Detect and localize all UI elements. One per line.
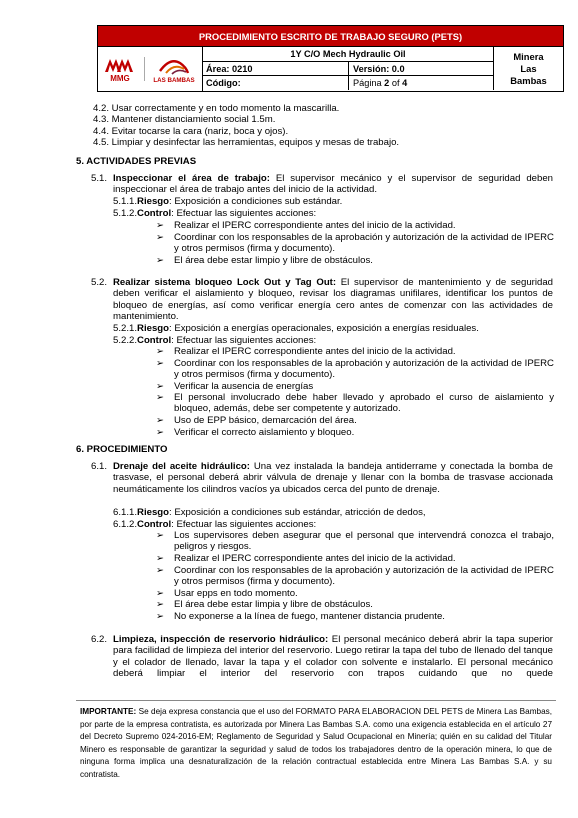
section-6-heading: 6. PROCEDIMIENTO <box>76 444 168 455</box>
footer-notice-text: Se deja expresa constancia que el uso del FORMATO PARA ELABORACION DEL PETS de Minera Las Bambas, por parte de la empresa contratista, es autorizada por Minera Las Bambas S.A. como una exigencia establecida en el artículo 27 del Decreto Supremo 024-2016-EM; Reglamento de Seguridad y Salud Ocupacional en Minería; quién en su calidad del Titular Minero es responsable de garantizar la seguridad y salud de todos los trabajadores dentro de la operación minera, lo que de ninguna forma implica una desnaturalización de la relación contractual establecida entre Minera Las Bambas S.A. y su contratista. <box>80 707 552 779</box>
bullet-6-1-a: Los supervisores deben asegurar que el personal que intervendrá conozca el trabajo, peligros y riesgos. <box>174 530 554 553</box>
company-line-2: Las <box>520 63 537 74</box>
document-subtitle: 1Y C/O Mech Hydraulic Oil <box>203 47 494 62</box>
bullet-5-2-f: Verificar el correcto aislamiento y bloqueo. <box>174 427 355 438</box>
company-name <box>494 47 563 91</box>
document-title: PROCEDIMIENTO ESCRITO DE TRABAJO SEGURO (PETS) <box>98 26 563 47</box>
bullet-6-1-e: El área debe estar limpia y libre de obstáculos. <box>174 599 373 610</box>
footer-notice <box>80 706 552 782</box>
item-5-1-2: 5.1.2.Control: Efectuar las siguientes acciones: <box>113 208 317 219</box>
item-5-1-paragraph <box>113 173 553 196</box>
item-5-1-text: El supervisor mecánico y el supervisor de seguridad deben inspeccionar el área de trabajo antes del inicio de la actividad. <box>113 173 553 196</box>
item-5-2-paragraph <box>113 277 553 323</box>
item-6-1-1: 6.1.1.Riesgo: Exposición a condiciones sub estándar, atricción de dedos, <box>113 507 426 518</box>
item-5-1-1: 5.1.1.Riesgo: Exposición a condiciones sub estándar. <box>113 196 343 207</box>
bullet-5-1-c: El área debe estar limpio y libre de obstáculos. <box>174 255 373 266</box>
arrow-bullet-icon: ➢ <box>156 530 165 541</box>
arrow-bullet-icon: ➢ <box>156 392 165 403</box>
section-5-heading: 5. ACTIVIDADES PREVIAS <box>76 156 197 167</box>
mmg-logo-icon <box>103 56 137 82</box>
page-prefix: Página <box>353 78 382 88</box>
mmg-logo-text: MMG <box>110 74 130 82</box>
las-bambas-logo-icon <box>148 53 200 85</box>
arrow-bullet-icon: ➢ <box>156 346 165 357</box>
document-header <box>97 25 564 92</box>
page-number-field <box>349 76 494 90</box>
arrow-bullet-icon: ➢ <box>156 381 165 392</box>
list-item-4-4: 4.4. Evitar tocarse la cara (nariz, boca y ojos). <box>93 126 289 137</box>
item-5-2-text: El supervisor de mantenimiento y de seguridad deben verificar el aislamiento y bloqueo, revisar los diagramas unifilares, identificar los puntos de bloqueo de energías, así como verificar energía cero antes de comenzar con las actividades de mantenimiento. <box>113 277 553 323</box>
footer-divider <box>76 700 556 701</box>
list-item-4-5: 4.5. Limpiar y desinfectar las herramientas, equipos y mesas de trabajo. <box>93 137 400 148</box>
item-5-1-title: Inspeccionar el área de trabajo: <box>113 173 270 184</box>
code-field: Código: <box>203 76 349 90</box>
list-item-4-3: 4.3. Mantener distanciamiento social 1.5m. <box>93 114 276 125</box>
bullet-6-1-c: Coordinar con los responsables de la aprobación y autorización de la actividad de IPERC y otros permisos (firma y documento). <box>174 565 554 588</box>
bullet-6-1-f: No exponerse a la línea de fuego, mantener distancia prudente. <box>174 611 445 622</box>
arrow-bullet-icon: ➢ <box>156 588 165 599</box>
bullet-5-2-c: Verificar la ausencia de energías <box>174 381 314 392</box>
list-item-4-2: 4.2. Usar correctamente y en todo momento la mascarilla. <box>93 103 340 114</box>
item-5-2-title: Realizar sistema bloqueo Lock Out y Tag Out: <box>113 277 337 288</box>
arrow-bullet-icon: ➢ <box>156 427 165 438</box>
bullet-5-1-a: Realizar el IPERC correspondiente antes del inicio de la actividad. <box>174 220 456 231</box>
item-6-2-text: El personal mecánico deberá abrir la tapa superior para facilidad de limpieza del interior del reservorio. Luego retirar la tapa del tubo de llenado del tanque y el colador de llenado, lavar la tapa y el colador con solvente e instalarlo. El personal mecánico deberá limpiar el interior del reservorio con trapos cuidando que no quede <box>113 634 553 680</box>
version-field: Versión: 0.0 <box>349 62 494 76</box>
bullet-5-2-b: Coordinar con los responsables de la aprobación y autorización de la actividad de IPERC y otros permisos (firma y documento). <box>174 358 554 381</box>
company-line-1: Minera <box>513 51 544 62</box>
footer-notice-label: IMPORTANTE: <box>80 707 137 716</box>
item-6-2-paragraph <box>113 634 553 680</box>
item-5-2-number: 5.2. <box>91 277 108 288</box>
page-total: 4 <box>402 78 408 88</box>
bullet-5-1-b: Coordinar con los responsables de la aprobación y autorización de la actividad de IPERC y otros permisos (firma y documento). <box>174 232 554 255</box>
arrow-bullet-icon: ➢ <box>156 220 165 231</box>
item-6-2-title: Limpieza, inspección de reservorio hidráulico: <box>113 634 329 645</box>
arrow-bullet-icon: ➢ <box>156 599 165 610</box>
item-6-2-number: 6.2. <box>91 634 108 645</box>
arrow-bullet-icon: ➢ <box>156 415 165 426</box>
item-6-1-number: 6.1. <box>91 461 108 472</box>
arrow-bullet-icon: ➢ <box>156 232 165 243</box>
page-of: of <box>391 78 400 88</box>
area-field: Área: 0210 <box>203 62 349 76</box>
bullet-6-1-b: Realizar el IPERC correspondiente antes del inicio de la actividad. <box>174 553 456 564</box>
bullet-5-2-a: Realizar el IPERC correspondiente antes del inicio de la actividad. <box>174 346 456 357</box>
item-6-1-title: Drenaje del aceite hidráulico: <box>113 461 250 472</box>
item-6-1-text: Una vez instalada la bandeja antiderrame y conectada la bomba de trasvase, el personal deberá abrir válvula de drenaje y llenar con la bomba de trasvase accionada neumáticamente los cilindros vacíos ya ubicados cerca del punto de drenaje. <box>113 461 553 495</box>
item-6-1-paragraph <box>113 461 553 495</box>
company-line-3: Bambas <box>510 75 547 86</box>
arrow-bullet-icon: ➢ <box>156 255 165 266</box>
bullet-6-1-d: Usar epps en todo momento. <box>174 588 298 599</box>
logo-separator <box>144 57 145 81</box>
logo-area <box>98 47 203 91</box>
arrow-bullet-icon: ➢ <box>156 565 165 576</box>
item-5-1-number: 5.1. <box>91 173 108 184</box>
bullet-5-2-e: Uso de EPP básico, demarcación del área. <box>174 415 357 426</box>
page-current: 2 <box>384 78 390 88</box>
item-5-2-2: 5.2.2.Control: Efectuar las siguientes acciones: <box>113 335 317 346</box>
arrow-bullet-icon: ➢ <box>156 611 165 622</box>
bullet-5-2-d: El personal involucrado debe haber llevado y aprobado el curso de aislamiento y bloqueo, además, debe ser competente y autorizado. <box>174 392 554 415</box>
item-5-2-1: 5.2.1.Riesgo: Exposición a energías operacionales, exposición a energías residuales. <box>113 323 479 334</box>
arrow-bullet-icon: ➢ <box>156 553 165 564</box>
las-bambas-logo-text: LAS BAMBAS <box>153 77 195 84</box>
arrow-bullet-icon: ➢ <box>156 358 165 369</box>
item-6-1-2: 6.1.2.Control: Efectuar las siguientes acciones: <box>113 519 317 530</box>
